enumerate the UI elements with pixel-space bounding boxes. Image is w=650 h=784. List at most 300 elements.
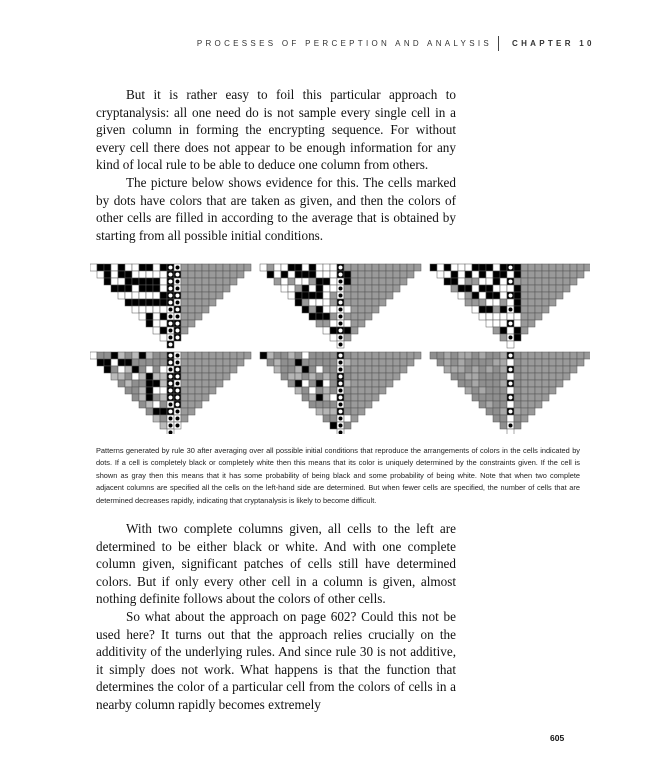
ca-cell [521,327,528,334]
given-cell-dot [176,382,180,386]
given-cell-dot [339,301,343,305]
ca-cell [195,366,202,373]
body-paragraph-2: The picture below shows evidence for this. The cells marked by dots have colors that are taken as given, and then the colors of other cells are filled in according to the average that is obtained by starting from all possible initial conditions. [96,175,456,243]
ca-cell [386,380,393,387]
ca-cell [379,299,386,306]
ca-cell [160,401,167,408]
ca-cell [521,401,528,408]
ca-cell [570,366,577,373]
ca-cell [330,415,337,422]
ca-cell [209,387,216,394]
ca-cell [104,278,111,285]
ca-cell [181,327,188,334]
ca-cell [521,415,528,422]
ca-cell [493,408,500,415]
ca-cell [195,401,202,408]
ca-cell [521,408,528,415]
ca-cell [202,264,209,271]
ca-cell [365,352,372,359]
ca-cell [309,306,316,313]
ca-cell [295,271,302,278]
ca-cell [393,352,400,359]
ca-cell [479,387,486,394]
given-cell-dot [169,273,173,277]
ca-cell [139,366,146,373]
ca-cell [549,271,556,278]
ca-cell [181,401,188,408]
ca-cell [111,285,118,292]
ca-cell [563,359,570,366]
ca-cell [465,271,472,278]
ca-cell [556,352,563,359]
ca-cell [288,380,295,387]
ca-cell [295,366,302,373]
ca-cell [521,352,528,359]
given-cell-dot [169,410,173,414]
ca-cell [358,408,365,415]
ca-cell [209,359,216,366]
ca-cell [344,352,351,359]
ca-cell [139,292,146,299]
ca-cell [118,373,125,380]
given-cell-dot [169,280,173,284]
ca-cell [160,366,167,373]
ca-cell [230,271,237,278]
ca-cell [386,271,393,278]
ca-cell [323,415,330,422]
ca-cell [379,278,386,285]
ca-cell [535,387,542,394]
ca-cell [358,313,365,320]
ca-cell [160,292,167,299]
ca-cell [528,264,535,271]
ca-cell [302,366,309,373]
ca-cell [139,313,146,320]
ca-cell [465,359,472,366]
ca-cell [188,394,195,401]
ca-cell [132,292,139,299]
given-cell-dot [339,322,343,326]
ca-cell [323,264,330,271]
ca-cell [486,366,493,373]
ca-cell [514,306,521,313]
given-cell-dot [176,361,180,365]
ca-panel [430,352,590,434]
ca-cell [153,327,160,334]
ca-cell [146,394,153,401]
ca-cell [302,352,309,359]
ca-cell [160,271,167,278]
ca-cell [379,264,386,271]
ca-cell [111,373,118,380]
ca-cell [486,278,493,285]
ca-cell [528,380,535,387]
ca-cell [379,352,386,359]
ca-cell [302,306,309,313]
ca-cell [181,320,188,327]
given-cell-dot [509,396,513,400]
given-cell-dot [169,301,173,305]
ca-cell [479,271,486,278]
ca-cell [437,271,444,278]
ca-cell [528,299,535,306]
ca-cell [188,313,195,320]
ca-cell [153,285,160,292]
ca-cell [316,366,323,373]
ca-cell [500,313,507,320]
ca-cell [549,285,556,292]
ca-cell [486,359,493,366]
ca-cell [309,387,316,394]
ca-cell [479,380,486,387]
ca-cell [486,394,493,401]
ca-cell [223,271,230,278]
ca-cell [323,285,330,292]
ca-cell [125,264,132,271]
ca-cell [288,359,295,366]
given-cell-dot [339,329,343,333]
ca-cell [372,394,379,401]
ca-cell [160,359,167,366]
ca-cell [316,313,323,320]
ca-cell [153,387,160,394]
ca-cell [386,292,393,299]
ca-cell [507,313,514,320]
ca-cell [493,299,500,306]
given-cell-dot [169,368,173,372]
ca-cell [139,278,146,285]
ca-cell [146,299,153,306]
ca-cell [302,394,309,401]
ca-cell [528,285,535,292]
ca-cell [535,285,542,292]
ca-cell [493,387,500,394]
ca-cell [386,366,393,373]
ca-cell [386,373,393,380]
given-cell-dot [509,322,513,326]
ca-cell [493,366,500,373]
ca-cell [146,359,153,366]
given-cell-dot [169,308,173,312]
ca-cell [400,264,407,271]
ca-cell [507,285,514,292]
given-cell-dot [169,322,173,326]
ca-cell [274,264,281,271]
ca-cell [309,299,316,306]
ca-cell [153,320,160,327]
ca-cell [393,359,400,366]
ca-cell [195,380,202,387]
ca-cell [209,271,216,278]
ca-cell [160,380,167,387]
ca-cell [514,320,521,327]
rule30-figure [90,262,590,434]
ca-cell [430,352,437,359]
ca-cell [493,401,500,408]
ca-cell [528,306,535,313]
ca-cell [514,352,521,359]
ca-cell [528,278,535,285]
ca-cell [472,366,479,373]
ca-cell [160,299,167,306]
ca-cell [323,366,330,373]
ca-cell [146,387,153,394]
ca-cell [372,359,379,366]
ca-cell [549,366,556,373]
ca-cell [181,278,188,285]
ca-cell [535,313,542,320]
ca-cell [486,313,493,320]
ca-cell [288,366,295,373]
ca-cell [451,278,458,285]
given-cell-dot [509,382,513,386]
ca-cell [365,394,372,401]
ca-cell [309,313,316,320]
ca-cell [507,429,514,434]
ca-cell [344,387,351,394]
ca-cell [563,285,570,292]
ca-cell [295,373,302,380]
ca-cell [542,394,549,401]
ca-cell [316,352,323,359]
ca-cell [274,278,281,285]
ca-cell [393,264,400,271]
ca-cell [486,408,493,415]
ca-cell [195,313,202,320]
given-cell-dot [169,287,173,291]
ca-panel [260,264,421,348]
ca-cell [153,359,160,366]
ca-cell [160,334,167,341]
ca-cell [500,359,507,366]
ca-cell [507,415,514,422]
ca-cell [479,352,486,359]
ca-cell [458,278,465,285]
given-cell-dot [339,280,343,284]
ca-panel [430,264,590,348]
ca-cell [281,264,288,271]
ca-cell [486,352,493,359]
ca-cell [97,352,104,359]
ca-cell [528,352,535,359]
ca-cell [372,387,379,394]
ca-cell [188,285,195,292]
ca-cell [500,366,507,373]
ca-cell [535,366,542,373]
ca-cell [472,271,479,278]
ca-cell [351,359,358,366]
ca-cell [223,264,230,271]
given-cell-dot [509,308,513,312]
ca-cell [507,341,514,348]
ca-cell [351,327,358,334]
given-cell-dot [339,361,343,365]
ca-cell [160,320,167,327]
ca-cell [500,387,507,394]
ca-cell [97,264,104,271]
ca-cell [118,359,125,366]
ca-cell [465,299,472,306]
ca-cell [323,306,330,313]
ca-cell [230,366,237,373]
ca-cell [111,366,118,373]
ca-cell [542,299,549,306]
ca-cell [556,278,563,285]
ca-cell [486,264,493,271]
ca-cell [514,299,521,306]
ca-cell [472,373,479,380]
ca-cell [535,394,542,401]
ca-cell [118,278,125,285]
ca-cell [181,264,188,271]
ca-cell [160,408,167,415]
ca-cell [181,285,188,292]
ca-cell [479,394,486,401]
ca-cell [358,299,365,306]
ca-cell [216,373,223,380]
ca-cell [451,271,458,278]
given-cell-dot [176,280,180,284]
ca-cell [542,285,549,292]
ca-cell [344,334,351,341]
given-cell-dot [176,266,180,270]
ca-cell [535,373,542,380]
ca-cell [351,408,358,415]
ca-cell [393,366,400,373]
ca-cell [330,292,337,299]
ca-cell [358,387,365,394]
ca-cell [507,359,514,366]
ca-cell [216,359,223,366]
ca-cell [223,366,230,373]
ca-cell [358,352,365,359]
ca-cell [365,401,372,408]
ca-cell [97,271,104,278]
ca-cell [393,373,400,380]
ca-cell [365,313,372,320]
ca-cell [521,285,528,292]
ca-cell [414,264,421,271]
ca-cell [365,285,372,292]
ca-cell [372,373,379,380]
given-cell-dot [169,336,173,340]
ca-cell [274,366,281,373]
ca-cell [372,352,379,359]
ca-cell [535,359,542,366]
ca-cell [153,373,160,380]
ca-cell [514,264,521,271]
ca-cell [486,387,493,394]
ca-cell [393,285,400,292]
ca-cell [351,271,358,278]
given-cell-dot [176,273,180,277]
ca-cell [295,359,302,366]
given-cell-dot [339,403,343,407]
ca-cell [181,373,188,380]
ca-cell [132,278,139,285]
given-cell-dot [509,410,513,414]
ca-cell [372,285,379,292]
ca-cell [514,415,521,422]
ca-cell [472,352,479,359]
ca-cell [535,352,542,359]
given-cell-dot [509,280,513,284]
ca-cell [528,320,535,327]
ca-cell [528,394,535,401]
ca-cell [493,264,500,271]
ca-cell [472,292,479,299]
ca-cell [556,264,563,271]
ca-cell [195,394,202,401]
ca-cell [493,313,500,320]
ca-cell [132,366,139,373]
ca-cell [465,387,472,394]
ca-cell [111,271,118,278]
ca-cell [330,401,337,408]
ca-cell [125,359,132,366]
ca-panel [260,352,421,434]
given-cell-dot [509,336,513,340]
ca-cell [209,352,216,359]
ca-cell [132,306,139,313]
ca-cell [535,278,542,285]
ca-cell [444,271,451,278]
ca-cell [146,408,153,415]
ca-cell [486,299,493,306]
ca-cell [139,285,146,292]
ca-cell [146,306,153,313]
ca-cell [209,292,216,299]
ca-cell [549,292,556,299]
ca-cell [132,299,139,306]
ca-cell [472,359,479,366]
ca-cell [181,313,188,320]
ca-cell [139,271,146,278]
ca-cell [351,285,358,292]
ca-cell [125,278,132,285]
ca-cell [521,278,528,285]
ca-cell [465,366,472,373]
ca-cell [386,264,393,271]
ca-cell [358,320,365,327]
ca-cell [514,292,521,299]
ca-cell [195,352,202,359]
ca-cell [160,306,167,313]
given-cell-dot [176,403,180,407]
ca-cell [316,401,323,408]
ca-cell [493,359,500,366]
ca-cell [281,359,288,366]
ca-cell [153,313,160,320]
ca-cell [465,380,472,387]
given-cell-dot [509,354,513,358]
ca-cell [351,264,358,271]
ca-cell [330,327,337,334]
ca-cell [309,285,316,292]
ca-cell [493,327,500,334]
ca-cell [153,408,160,415]
ca-cell [358,306,365,313]
ca-cell [351,306,358,313]
ca-cell [549,278,556,285]
ca-cell [358,380,365,387]
ca-cell [323,320,330,327]
ca-cell [316,285,323,292]
ca-cell [379,292,386,299]
ca-cell [465,292,472,299]
ca-cell [358,278,365,285]
ca-cell [521,320,528,327]
